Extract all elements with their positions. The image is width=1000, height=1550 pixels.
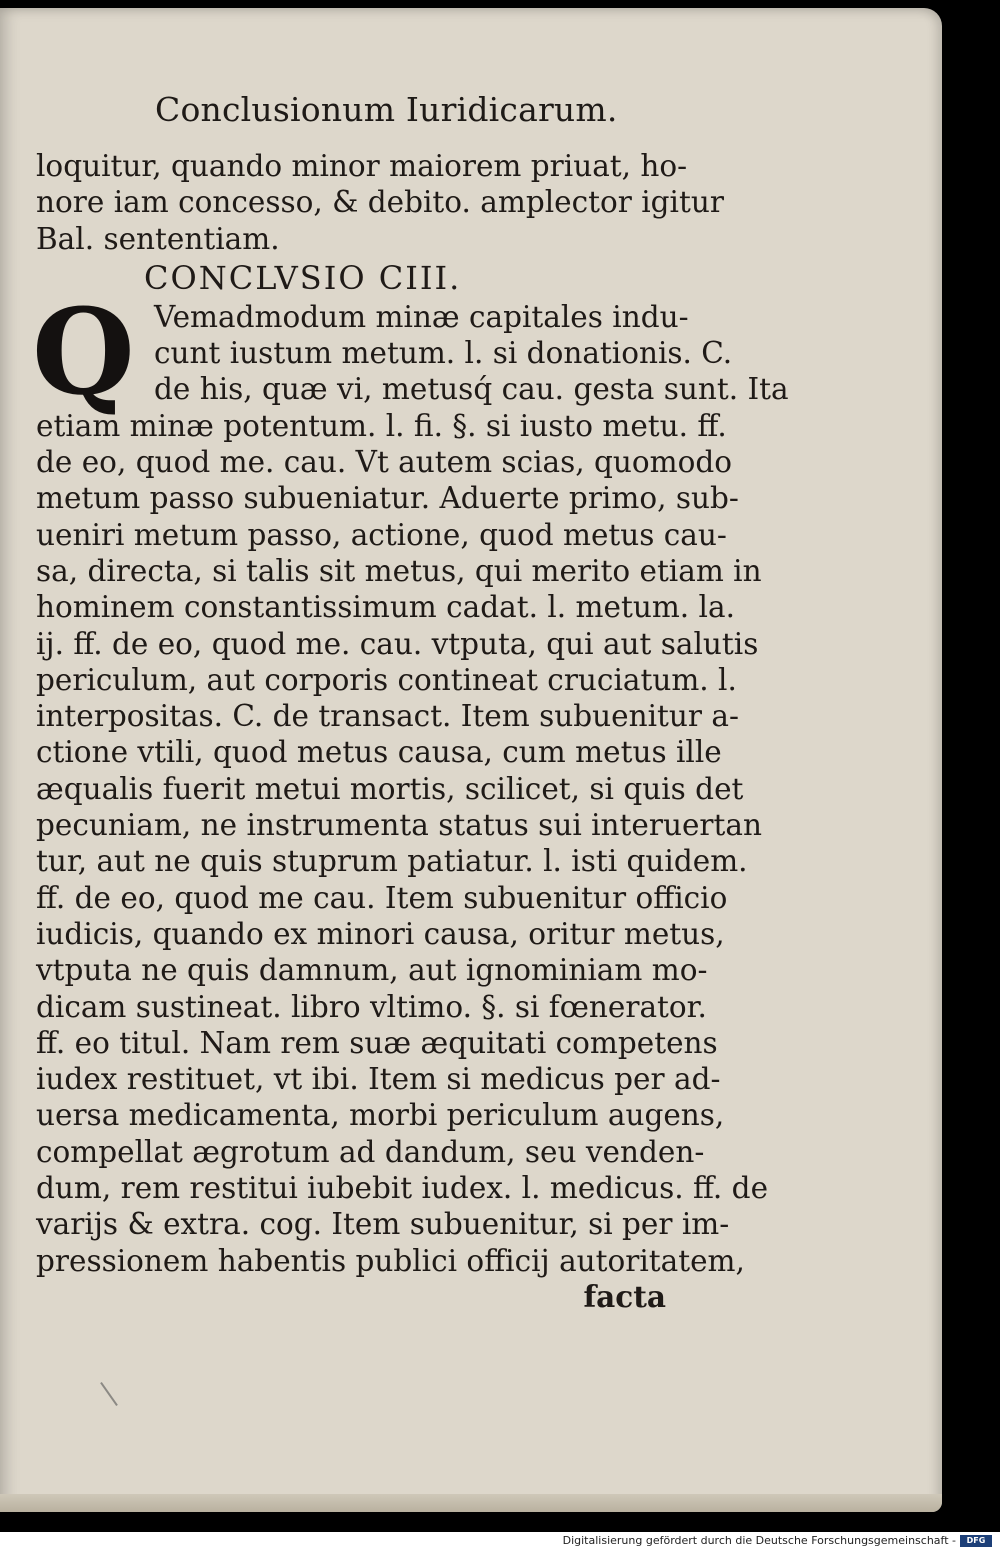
text-line: uersa medicamenta, morbi periculum augens, (36, 1098, 725, 1133)
text-line: Vemadmodum minæ capitales indu- (154, 299, 689, 334)
text-line: tur, aut ne quis stuprum patiatur. l. isti quidem. (36, 844, 748, 879)
text-block (32, 148, 789, 1315)
text-line: ctione vtili, quod metus causa, cum metus ille (36, 735, 722, 770)
text-line: pressionem habentis publici officij autoritatem, (36, 1243, 745, 1278)
funding-notice: Digitalisierung gefördert durch die Deutsche Forschungsgemeinschaft - (562, 1534, 956, 1547)
text-line: cunt iustum metum. l. si donationis. C. (154, 336, 733, 371)
text-line: hominem constantissimum cadat. l. metum. la. (36, 590, 735, 625)
drop-cap: Q (32, 281, 135, 421)
page-edge (0, 1494, 942, 1512)
text-line: ff. eo titul. Nam rem suæ æquitati competens (36, 1025, 718, 1060)
pencil-mark (100, 1382, 118, 1406)
footer-bar (0, 1532, 1000, 1550)
text-line: sa, directa, si talis sit metus, qui merito etiam in (36, 553, 762, 588)
dropcap-paragraph (32, 281, 789, 421)
text-line: nore iam concesso, & debito. amplector igitur (36, 185, 724, 220)
text-line: de eo, quod me. cau. Vt autem scias, quomodo (36, 445, 733, 480)
text-line: iudicis, quando ex minori causa, oritur metus, (36, 916, 725, 951)
text-line: periculum, aut corporis contineat cruciatum. l. (36, 662, 737, 697)
text-line: ij. ff. de eo, quod me. cau. vtputa, qui aut salutis (36, 626, 759, 661)
text-line: ueniri metum passo, actione, quod metus cau- (36, 517, 727, 552)
text-line: etiam minæ potentum. l. fi. §. si iusto metu. ff. (36, 408, 727, 443)
conclusion-heading: CONCLVSIO CIII. (144, 258, 462, 297)
text-line: Bal. sententiam. (36, 221, 280, 256)
running-head: Conclusionum Iuridicarum. (155, 90, 618, 129)
text-line: de his, quæ vi, metusq́ cau. gesta sunt. Ita (154, 372, 789, 407)
text-line: dicam sustineat. libro vltimo. §. si fœnerator. (36, 989, 707, 1024)
text-line: interpositas. C. de transact. Item subuenitur a- (36, 699, 739, 734)
catchword: facta (583, 1278, 666, 1314)
text-line: vtputa ne quis damnum, aut ignominiam mo- (36, 953, 708, 988)
dfg-logo-icon: DFG (960, 1535, 992, 1547)
text-line: iudex restituet, vt ibi. Item si medicus per ad- (36, 1062, 721, 1097)
text-line: varijs & extra. cog. Item subuenitur, si per im- (36, 1207, 730, 1242)
text-line: metum passo subueniatur. Aduerte primo, sub- (36, 481, 739, 516)
book-page (0, 8, 942, 1512)
text-line: ff. de eo, quod me cau. Item subuenitur officio (36, 880, 728, 915)
text-line: pecuniam, ne instrumenta status sui interuertan (36, 808, 762, 843)
text-line: æqualis fuerit metui mortis, scilicet, si quis det (36, 771, 744, 806)
text-line: compellat ægrotum ad dandum, seu venden- (36, 1134, 705, 1169)
text-line: dum, rem restitui iubebit iudex. l. medicus. ff. de (36, 1171, 769, 1206)
text-line: loquitur, quando minor maiorem priuat, ho- (36, 149, 688, 183)
